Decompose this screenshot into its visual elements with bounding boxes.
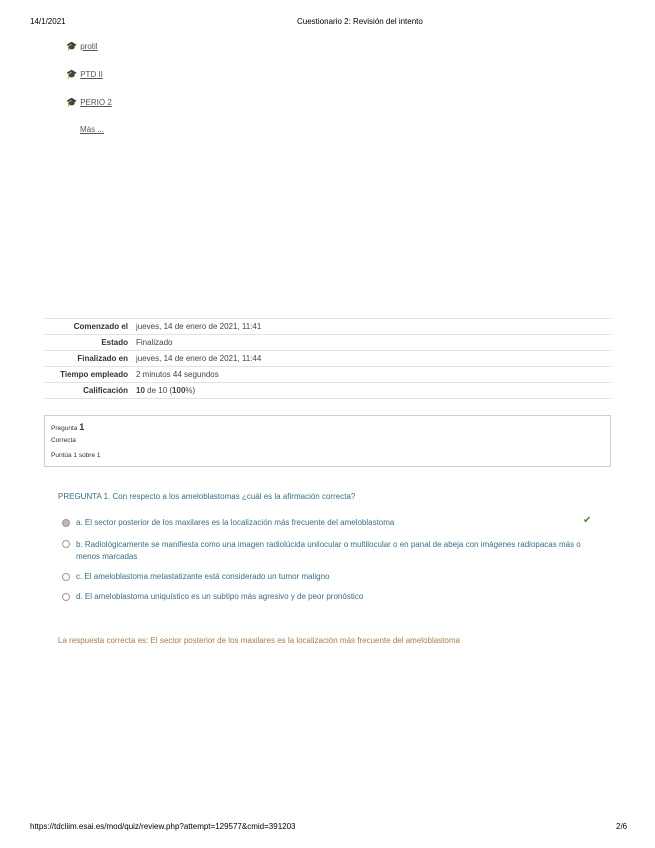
nav-more-link[interactable]: Más ... bbox=[80, 125, 105, 134]
grade-pct-sign: %) bbox=[185, 386, 196, 395]
correct-answer-feedback: La respuesta correcta es: El sector posterior de los maxilares es la localización más frecuente del ameloblastoma bbox=[58, 636, 460, 645]
answer-option-b[interactable] bbox=[62, 539, 582, 563]
attempt-summary-table bbox=[44, 318, 611, 399]
summary-label: Finalizado en bbox=[44, 351, 132, 367]
summary-row bbox=[44, 383, 611, 399]
radio-button[interactable] bbox=[62, 593, 70, 601]
summary-row bbox=[44, 319, 611, 335]
nav-course-ptd-ii[interactable] bbox=[66, 69, 103, 80]
print-page-number: 2/6 bbox=[616, 822, 628, 831]
question-status: Correcta bbox=[51, 437, 76, 444]
grade-score: 10 bbox=[136, 386, 145, 395]
grade-percent: 100 bbox=[172, 386, 186, 395]
radio-button[interactable] bbox=[62, 540, 70, 548]
summary-label: Calificación bbox=[44, 383, 132, 399]
answer-option-text: a. El sector posterior de los maxilares es la localización más frecuente del ameloblastoma bbox=[76, 518, 395, 527]
radio-button[interactable] bbox=[62, 573, 70, 581]
radio-button[interactable] bbox=[62, 519, 70, 527]
nav-course-perio-2[interactable] bbox=[66, 97, 112, 108]
summary-label: Estado bbox=[44, 335, 132, 351]
summary-row bbox=[44, 367, 611, 383]
grade-of: de 10 ( bbox=[144, 386, 173, 395]
graduation-cap-icon: 🎓 bbox=[66, 41, 78, 51]
summary-value: jueves, 14 de enero de 2021, 11:41 bbox=[132, 319, 611, 335]
graduation-cap-icon: 🎓 bbox=[66, 69, 78, 79]
question-number bbox=[51, 422, 84, 432]
question-info-box bbox=[44, 415, 611, 467]
graduation-cap-icon: 🎓 bbox=[66, 97, 78, 107]
print-date: 14/1/2021 bbox=[30, 17, 66, 26]
summary-value: 2 minutos 44 segundos bbox=[132, 367, 611, 383]
summary-value: Finalizado bbox=[132, 335, 611, 351]
summary-label: Tiempo empleado bbox=[44, 367, 132, 383]
summary-row bbox=[44, 351, 611, 367]
question-number-value: 1 bbox=[79, 422, 85, 432]
question-text: PREGUNTA 1. Con respecto a los ameloblastomas ¿cuál es la afirmación correcta? bbox=[58, 492, 356, 501]
print-url: https://tdcliim.esai.es/mod/quiz/review.php?attempt=129577&cmid=391203 bbox=[30, 822, 296, 831]
nav-course-link[interactable]: PTD II bbox=[80, 70, 103, 79]
summary-value: jueves, 14 de enero de 2021, 11:44 bbox=[132, 351, 611, 367]
answer-option-text: c. El ameloblastoma metastatizante está considerado un tumor maligno bbox=[76, 572, 330, 581]
answer-option-a[interactable] bbox=[62, 518, 394, 527]
question-label: Pregunta bbox=[51, 425, 78, 432]
nav-course-link[interactable]: protil bbox=[80, 42, 98, 51]
correct-check-icon: ✔ bbox=[583, 515, 592, 526]
question-points: Puntúa 1 sobre 1 bbox=[51, 452, 101, 459]
summary-row bbox=[44, 335, 611, 351]
print-page-title: Cuestionario 2: Revisión del intento bbox=[297, 17, 423, 26]
summary-grade bbox=[132, 383, 611, 399]
nav-course-protil[interactable] bbox=[66, 41, 98, 52]
summary-label: Comenzado el bbox=[44, 319, 132, 335]
answer-option-d[interactable] bbox=[62, 592, 363, 601]
answer-option-text: b. Radiológicamente se manifiesta como una imagen radiolúcida unilocular o multilocular o en panal de abeja con imágenes radiopacas más o menos marcadas bbox=[76, 540, 581, 561]
answer-option-text: d. El ameloblastoma uniquístico es un subtipo más agresivo y de peor pronóstico bbox=[76, 592, 364, 601]
answer-option-c[interactable] bbox=[62, 572, 329, 581]
nav-course-link[interactable]: PERIO 2 bbox=[80, 98, 112, 107]
